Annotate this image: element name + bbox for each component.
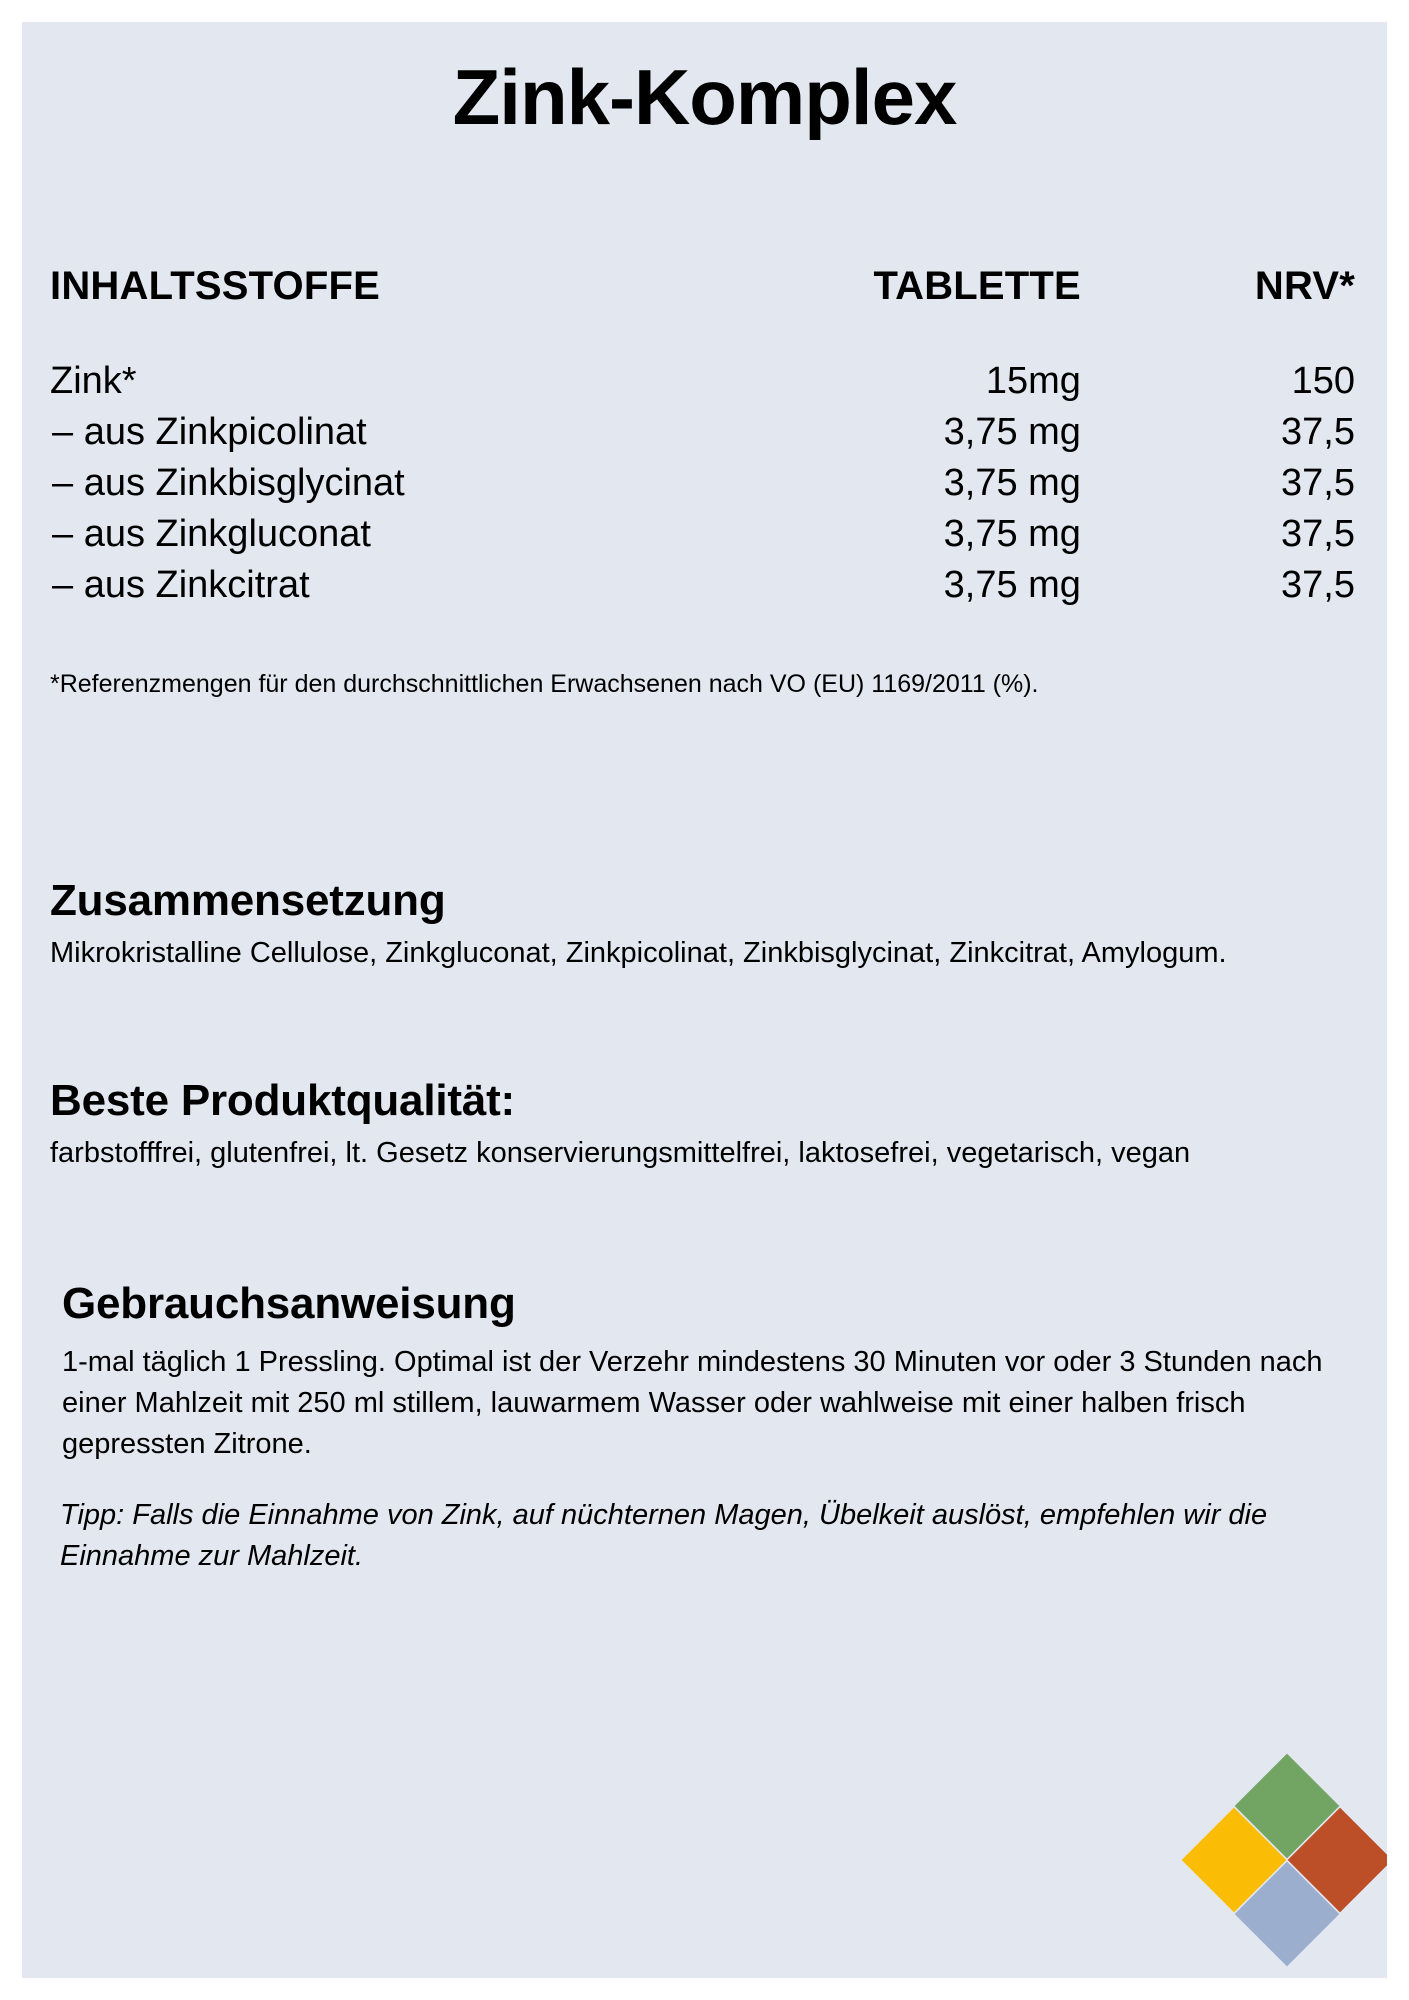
- table-row: [50, 509, 1355, 560]
- product-label-panel: [22, 22, 1387, 1978]
- table-row: [50, 458, 1355, 509]
- column-header-nrv: NRV*: [1254, 264, 1355, 308]
- ingredient-amount: 15mg: [985, 360, 1081, 402]
- ingredient-nrv: 150: [1291, 360, 1355, 402]
- nrv-footnote: *Referenzmengen für den durchschnittlichen Erwachsenen nach VO (EU) 1169/2011 (%).: [50, 670, 1039, 698]
- table-row: [50, 356, 1355, 407]
- ingredient-name: – aus Zinkgluconat: [52, 513, 371, 555]
- column-header-ingredients: INHALTSSTOFFE: [50, 264, 381, 308]
- four-diamond-logo: [1187, 1767, 1387, 1967]
- table-header-row: [50, 264, 1355, 356]
- ingredient-nrv: 37,5: [1281, 462, 1355, 504]
- ingredient-name: Zink*: [50, 360, 137, 402]
- section-body-product-quality: farbstofffrei, glutenfrei, lt. Gesetz konservierungsmittelfrei, laktosefrei, vegetarisch, vegan: [50, 1137, 1191, 1170]
- table-row: [50, 560, 1355, 611]
- section-body-composition: Mikrokristalline Cellulose, Zinkgluconat, Zinkpicolinat, Zinkbisglycinat, Zinkcitrat, Amylogum.: [50, 937, 1227, 970]
- column-header-tablet: TABLETTE: [873, 264, 1081, 308]
- ingredient-amount: 3,75 mg: [943, 462, 1081, 504]
- ingredient-nrv: 37,5: [1281, 564, 1355, 606]
- ingredient-amount: 3,75 mg: [943, 564, 1081, 606]
- section-directions: [62, 1280, 1327, 1577]
- table-row: [50, 407, 1355, 458]
- ingredient-amount: 3,75 mg: [943, 411, 1081, 453]
- ingredient-nrv: 37,5: [1281, 411, 1355, 453]
- section-composition: [50, 877, 1340, 974]
- ingredient-amount: 3,75 mg: [943, 513, 1081, 555]
- section-tip-directions: Tipp: Falls die Einnahme von Zink, auf nüchternen Magen, Übelkeit auslöst, empfehlen wir die Einnahme zur Mahlzeit.: [60, 1499, 1268, 1573]
- section-heading-product-quality: Beste Produktqualität:: [50, 1076, 515, 1125]
- section-body-directions: 1-mal täglich 1 Pressling. Optimal ist der Verzehr mindestens 30 Minuten vor oder 3 Stunden nach einer Mahlzeit mit 250 ml stillem, lauwarmem Wasser oder wahlweise mit einer halben frisch gepressten Zitrone.: [62, 1346, 1323, 1461]
- ingredient-name: – aus Zinkbisglycinat: [52, 462, 405, 504]
- section-heading-composition: Zusammensetzung: [50, 876, 446, 925]
- section-product-quality: [50, 1077, 1340, 1174]
- ingredient-nrv: 37,5: [1281, 513, 1355, 555]
- section-heading-directions: Gebrauchsanweisung: [62, 1279, 516, 1328]
- ingredient-name: – aus Zinkpicolinat: [52, 411, 367, 453]
- ingredient-name: – aus Zinkcitrat: [52, 564, 310, 606]
- page-title: Zink-Komplex: [452, 53, 957, 141]
- nutrition-facts-table: [50, 264, 1355, 611]
